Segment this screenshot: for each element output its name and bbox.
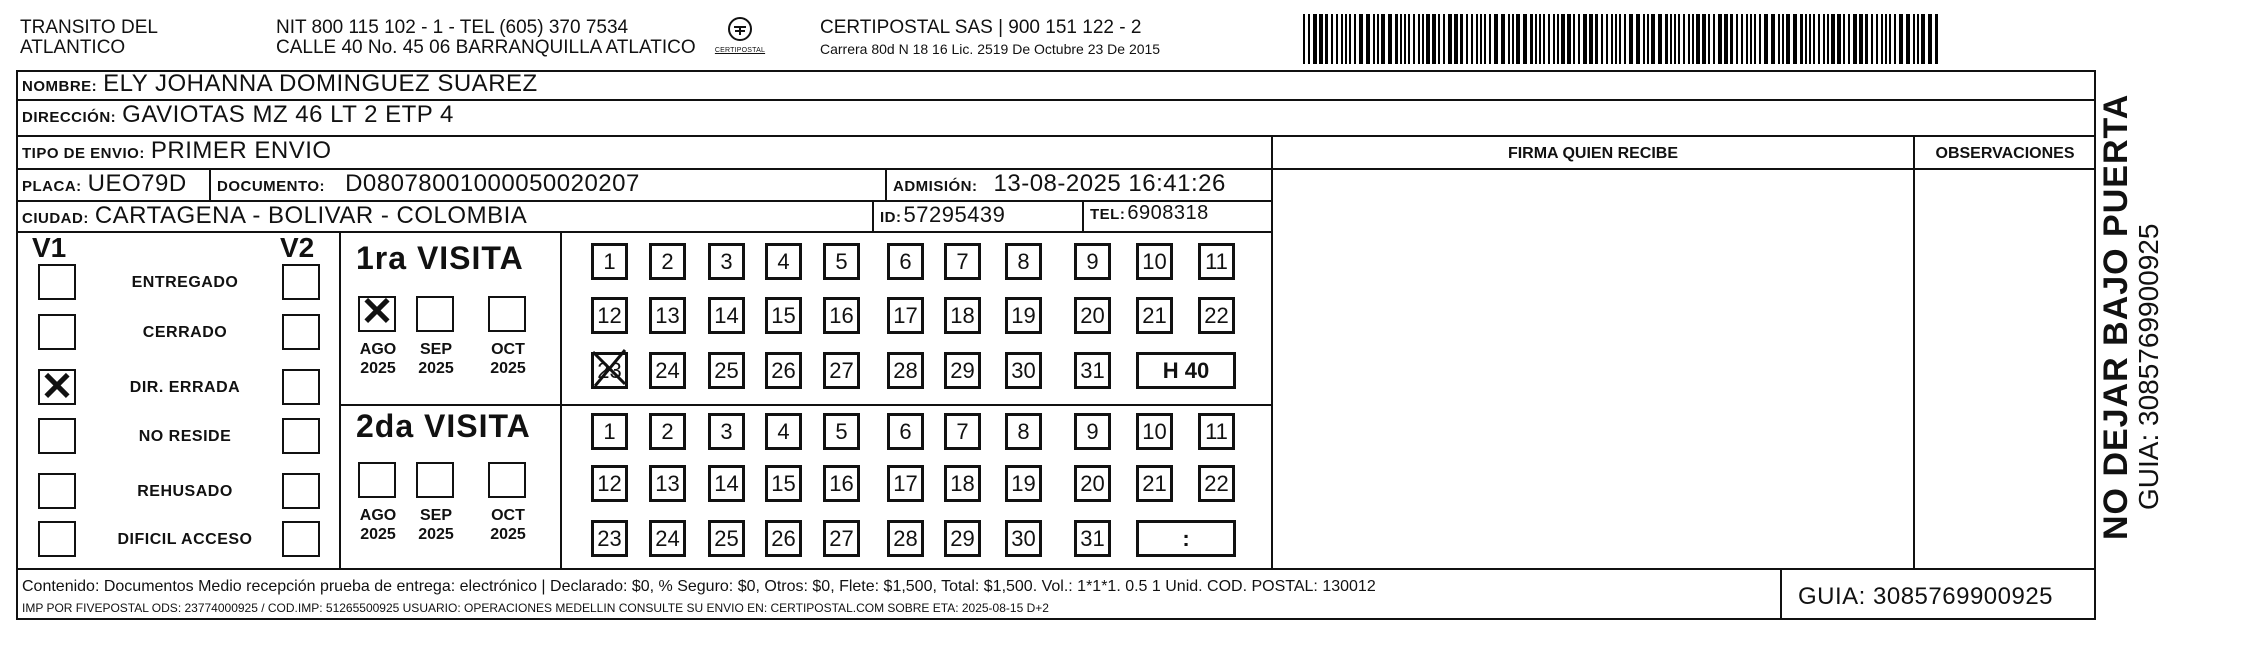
placa-value: UEO79D — [87, 170, 187, 197]
month-year: 2025 — [418, 360, 454, 377]
id-value: 57295439 — [903, 202, 1006, 227]
barcode-bar — [1508, 14, 1510, 64]
logo-text: CERTIPOSTAL — [714, 47, 766, 54]
barcode-bar — [1665, 14, 1668, 64]
day-box[interactable]: 29 — [944, 352, 981, 389]
barcode-bar — [1670, 14, 1672, 64]
barcode-bar — [1906, 14, 1910, 64]
barcode-bar — [1736, 14, 1738, 64]
barcode-bar — [1539, 14, 1541, 64]
day-box[interactable]: 17 — [887, 297, 924, 334]
day-box[interactable]: 1 — [591, 413, 628, 450]
barcode-bar — [1746, 14, 1748, 64]
side-guia: GUIA: 3085769900925 — [2133, 223, 2164, 510]
barcode-bar — [1438, 14, 1440, 64]
observaciones-area[interactable] — [1915, 170, 2095, 568]
barcode-bar — [1400, 14, 1402, 64]
barcode-bar — [1448, 14, 1452, 64]
carrier-line-1: CERTIPOSTAL SAS | 900 151 122 - 2 — [820, 17, 1142, 38]
barcode-bar — [1619, 14, 1621, 64]
month-year: 2025 — [490, 526, 526, 543]
month-name: AGO — [359, 341, 397, 358]
barcode-bar — [1894, 14, 1896, 64]
v1-checkbox[interactable] — [38, 473, 76, 509]
v2-checkbox[interactable] — [282, 521, 320, 557]
barcode-bar — [1404, 14, 1406, 64]
cross-mark-icon — [587, 346, 631, 390]
barcode-bar — [1871, 14, 1873, 64]
barcode-bar — [1917, 14, 1919, 64]
barcode-bar — [1336, 14, 1338, 64]
day-box[interactable]: 5 — [823, 243, 860, 280]
day-box[interactable]: 28 — [887, 352, 924, 389]
barcode-bar — [1624, 14, 1626, 64]
barcode-bar — [1759, 14, 1761, 64]
day-box[interactable]: 29 — [944, 520, 981, 557]
barcode-bar — [1354, 14, 1356, 64]
side-no-dejar: NO DEJAR BAJO PUERTA — [2097, 93, 2135, 540]
barcode-bar — [1366, 14, 1370, 64]
barcode-bar — [1413, 14, 1415, 64]
barcode-bar — [1724, 14, 1728, 64]
id-cell — [874, 202, 1084, 233]
barcode-bar — [1494, 14, 1498, 64]
check-mark-icon: ✕ — [40, 365, 74, 409]
barcode-bar — [1805, 14, 1807, 64]
barcode-bar — [1615, 14, 1617, 64]
month-name: OCT — [491, 341, 525, 358]
day-box[interactable]: 30 — [1005, 352, 1042, 389]
day-box[interactable]: 10 — [1136, 243, 1173, 280]
day-box[interactable]: 26 — [765, 520, 802, 557]
barcode-bar — [1750, 14, 1752, 64]
sender-line-2: ATLANTICO — [20, 37, 126, 58]
day-box[interactable]: 4 — [765, 413, 802, 450]
visita-2-title: 2da VISITA — [356, 408, 531, 444]
day-box[interactable]: 24 — [649, 520, 686, 557]
day-box[interactable]: 22 — [1198, 465, 1235, 502]
day-box[interactable]: 3 — [708, 243, 745, 280]
day-box[interactable]: 2 — [649, 413, 686, 450]
barcode-bar — [1426, 14, 1430, 64]
barcode-bar — [1557, 14, 1559, 64]
barcode-bar — [1373, 14, 1375, 64]
barcode-bar — [1647, 14, 1649, 64]
barcode-bar — [1651, 14, 1655, 64]
barcode-bar — [1921, 14, 1925, 64]
day-box[interactable]: 11 — [1198, 413, 1235, 450]
barcode-bar — [1395, 14, 1398, 64]
barcode-bar — [1567, 14, 1571, 64]
sender-name — [20, 18, 158, 58]
tipo-label: TIPO DE ENVIO: — [22, 145, 145, 162]
month-label — [408, 506, 464, 544]
day-box[interactable]: 1 — [591, 243, 628, 280]
barcode-bar — [1381, 14, 1385, 64]
barcode-bar — [1859, 14, 1863, 64]
barcode-bar — [1674, 14, 1676, 64]
day-box[interactable]: 6 — [887, 413, 924, 450]
month-name: OCT — [491, 507, 525, 524]
footer-imp: IMP POR FIVEPOSTAL ODS: 23774000925 / COD.IMP: 51265500925 USUARIO: OPERACIONES MEDELLIN CONSULTE SU ENVIO EN: CERTIPOSTAL.COM SOBRE ETA: 2025-08-15 D+2 — [22, 601, 1049, 615]
day-box[interactable]: 16 — [823, 465, 860, 502]
barcode-bar — [1388, 14, 1392, 64]
barcode-bar — [1696, 14, 1700, 64]
barcode-bar — [1601, 14, 1603, 64]
barcode-bar — [1454, 14, 1458, 64]
barcode-bar — [1516, 14, 1520, 64]
barcode-bar — [1422, 14, 1424, 64]
barcode-bar — [1837, 14, 1841, 64]
signature-area[interactable] — [1273, 170, 1913, 568]
day-box[interactable]: 23 — [591, 520, 628, 557]
v1-checkbox[interactable] — [38, 521, 76, 557]
check-mark-icon: ✕ — [360, 290, 394, 334]
barcode-bar — [1658, 14, 1662, 64]
barcode-bar — [1501, 14, 1505, 64]
time-box[interactable]: : — [1136, 520, 1236, 557]
barcode-image — [1303, 14, 1943, 64]
barcode-bar — [1484, 14, 1486, 64]
nombre-label: NOMBRE: — [22, 78, 98, 95]
reason-label: ENTREGADO — [131, 274, 239, 291]
barcode-bar — [1349, 14, 1351, 64]
day-box[interactable]: 27 — [823, 352, 860, 389]
barcode-bar — [1606, 14, 1608, 64]
v2-checkbox[interactable] — [282, 369, 320, 405]
direccion-row — [16, 101, 2096, 137]
barcode-bar — [1629, 14, 1633, 64]
v2-checkbox[interactable] — [282, 314, 320, 350]
ciudad-cell — [16, 202, 874, 233]
barcode-bar — [1460, 14, 1463, 64]
day-box[interactable]: 19 — [1005, 297, 1042, 334]
reason-label: DIR. ERRADA — [129, 379, 241, 396]
barcode-bar — [1899, 14, 1903, 64]
barcode-bar — [1683, 14, 1685, 64]
day-box[interactable]: 15 — [765, 465, 802, 502]
direccion-value: GAVIOTAS MZ 46 LT 2 ETP 4 — [122, 101, 454, 128]
day-box[interactable]: 20 — [1074, 297, 1111, 334]
barcode-bar — [1595, 14, 1598, 64]
barcode-bar — [1713, 14, 1715, 64]
admision-value: 13-08-2025 16:41:26 — [993, 170, 1226, 197]
barcode-bar — [1771, 14, 1775, 64]
barcode-bar — [1692, 14, 1694, 64]
barcode-bar — [1643, 14, 1645, 64]
barcode-bar — [1730, 14, 1733, 64]
divider-reasons — [339, 233, 341, 568]
day-box[interactable]: 12 — [591, 465, 628, 502]
month-year: 2025 — [490, 360, 526, 377]
barcode-bar — [1530, 14, 1533, 64]
nombre-row — [16, 70, 2096, 101]
day-box[interactable]: 16 — [823, 297, 860, 334]
month-checkbox[interactable] — [488, 462, 526, 498]
barcode-bar — [1313, 14, 1317, 64]
day-box[interactable]: 21 — [1136, 465, 1173, 502]
month-year: 2025 — [360, 360, 396, 377]
day-box[interactable]: 7 — [944, 243, 981, 280]
v1-checkbox[interactable] — [38, 418, 76, 454]
month-name: SEP — [419, 507, 452, 524]
carrier-line-2: Carrera 80d N 18 16 Lic. 2519 De Octubre 23 De 2015 — [820, 41, 1161, 57]
v2-label: V2 — [280, 232, 315, 263]
tel-value: 6908318 — [1127, 202, 1209, 224]
barcode-bar — [1865, 14, 1868, 64]
barcode-bar — [1889, 14, 1891, 64]
day-box[interactable]: 30 — [1005, 520, 1042, 557]
barcode-bar — [1636, 14, 1640, 64]
visita-1-title: 1ra VISITA — [356, 240, 524, 276]
month-name: SEP — [419, 341, 452, 358]
month-label — [480, 340, 536, 378]
barcode-bar — [1853, 14, 1857, 64]
address-line: CALLE 40 No. 45 06 BARRANQUILLA ATLATICO — [276, 37, 696, 58]
day-box[interactable]: 21 — [1136, 297, 1173, 334]
barcode-bar — [1708, 14, 1710, 64]
barcode-bar — [1471, 14, 1473, 64]
tel-cell — [1084, 202, 1271, 233]
admision-cell — [887, 170, 1271, 202]
day-box[interactable]: 4 — [765, 243, 802, 280]
v1-checkbox[interactable] — [38, 264, 76, 300]
sender-details — [276, 18, 696, 58]
day-box[interactable]: 11 — [1198, 243, 1235, 280]
divider-footer — [16, 568, 2096, 570]
barcode-bar — [1786, 14, 1790, 64]
footer-contenido: Contenido: Documentos Medio recepción prueba de entrega: electrónico | Declarado: $0, % Seguro: $0, Otros: $0, Flete: $1,500, Total: $1,500. Vol.: 1*1*1. 0.5 1 Unid. COD. POSTAL: 130012 — [22, 578, 1376, 595]
day-box[interactable]: 31 — [1074, 352, 1111, 389]
day-box[interactable]: 10 — [1136, 413, 1173, 450]
barcode-bar — [1831, 14, 1835, 64]
barcode-bar — [1561, 14, 1565, 64]
time-box[interactable]: H 40 — [1136, 352, 1236, 389]
barcode-bar — [1345, 14, 1347, 64]
day-box[interactable]: 22 — [1198, 297, 1235, 334]
day-box[interactable]: 13 — [649, 465, 686, 502]
barcode-bar — [1408, 14, 1410, 64]
day-box[interactable]: 6 — [887, 243, 924, 280]
firma-label: FIRMA QUIEN RECIBE — [1507, 145, 1679, 162]
placa-cell — [16, 170, 211, 202]
documento-value: D08078001000050020207 — [345, 170, 640, 197]
v2-checkbox[interactable] — [282, 418, 320, 454]
day-box[interactable]: 20 — [1074, 465, 1111, 502]
barcode-bar — [1573, 14, 1575, 64]
month-label — [350, 340, 406, 378]
barcode-bar — [1678, 14, 1680, 64]
barcode-bar — [1718, 14, 1722, 64]
month-label — [350, 506, 406, 544]
barcode-bar — [1535, 14, 1537, 64]
barcode-bar — [1319, 14, 1323, 64]
observaciones-label: OBSERVACIONES — [1935, 145, 2075, 162]
barcode-bar — [1578, 14, 1580, 64]
barcode-bar — [1754, 14, 1756, 64]
day-box[interactable]: 5 — [823, 413, 860, 450]
tipo-row — [16, 137, 1271, 170]
barcode-bar — [1823, 14, 1825, 64]
documento-label: DOCUMENTO: — [217, 178, 326, 195]
barcode-bar — [1543, 14, 1545, 64]
barcode-bar — [1308, 14, 1310, 64]
v1-checkbox[interactable] — [38, 314, 76, 350]
day-box[interactable]: 31 — [1074, 520, 1111, 557]
barcode-bar — [1843, 14, 1845, 64]
certipostal-logo — [714, 16, 766, 54]
day-box[interactable]: 13 — [649, 297, 686, 334]
day-box[interactable]: 14 — [708, 297, 745, 334]
month-checkbox[interactable] — [416, 462, 454, 498]
day-box[interactable]: 25 — [708, 352, 745, 389]
sender-line-1: TRANSITO DEL — [20, 17, 158, 38]
barcode-bar — [1512, 14, 1514, 64]
month-label — [408, 340, 464, 378]
day-box[interactable]: 7 — [944, 413, 981, 450]
divider-months — [560, 233, 562, 568]
day-box[interactable]: 28 — [887, 520, 924, 557]
admision-label: ADMISIÓN: — [893, 178, 978, 195]
barcode-bar — [1377, 14, 1379, 64]
reason-label: REHUSADO — [137, 483, 233, 500]
day-box[interactable]: 15 — [765, 297, 802, 334]
reason-label: NO RESIDE — [138, 428, 232, 445]
barcode-bar — [1885, 14, 1887, 64]
v2-checkbox[interactable] — [282, 264, 320, 300]
month-year: 2025 — [418, 526, 454, 543]
day-box[interactable]: 27 — [823, 520, 860, 557]
barcode-bar — [1809, 14, 1811, 64]
direccion-label: DIRECCIÓN: — [22, 109, 117, 126]
side-notice — [2098, 94, 2164, 620]
barcode-bar — [1325, 14, 1328, 64]
barcode-bar — [1876, 14, 1878, 64]
carrier-details — [820, 18, 1160, 57]
day-box[interactable]: 24 — [649, 352, 686, 389]
tipo-value: PRIMER ENVIO — [150, 137, 332, 164]
ciudad-value: CARTAGENA - BOLIVAR - COLOMBIA — [94, 202, 528, 229]
month-name: AGO — [359, 507, 397, 524]
barcode-bar — [1764, 14, 1768, 64]
barcode-bar — [1782, 14, 1784, 64]
barcode-bar — [1702, 14, 1706, 64]
barcode-bar — [1331, 14, 1333, 64]
ciudad-label: CIUDAD: — [22, 210, 89, 227]
reason-label: CERRADO — [142, 324, 228, 341]
barcode-bar — [1848, 14, 1850, 64]
barcode-bar — [1827, 14, 1829, 64]
month-checkbox[interactable] — [488, 296, 526, 332]
day-box[interactable]: 19 — [1005, 465, 1042, 502]
day-box[interactable]: 12 — [591, 297, 628, 334]
nit-line: NIT 800 115 102 - 1 - TEL (605) 370 7534 — [276, 17, 629, 38]
barcode-bar — [1341, 14, 1343, 64]
barcode-bar — [1778, 14, 1780, 64]
barcode-bar — [1589, 14, 1593, 64]
barcode-bar — [1418, 14, 1420, 64]
barcode-bar — [1359, 14, 1363, 64]
day-box[interactable]: 18 — [944, 297, 981, 334]
day-box[interactable]: 3 — [708, 413, 745, 450]
barcode-bar — [1432, 14, 1436, 64]
barcode-bar — [1913, 14, 1915, 64]
v1-label: V1 — [32, 232, 67, 263]
barcode-bar — [1881, 14, 1883, 64]
barcode-bar — [1303, 14, 1305, 64]
barcode-bar — [1800, 14, 1803, 64]
day-box[interactable]: 8 — [1005, 413, 1042, 450]
barcode-bar — [1793, 14, 1797, 64]
barcode-bar — [1741, 14, 1743, 64]
barcode-bar — [1466, 14, 1468, 64]
barcode-bar — [1611, 14, 1613, 64]
day-box[interactable]: 8 — [1005, 243, 1042, 280]
v2-checkbox[interactable] — [282, 473, 320, 509]
day-box[interactable]: 2 — [649, 243, 686, 280]
barcode-bar — [1476, 14, 1478, 64]
barcode-bar — [1523, 14, 1527, 64]
barcode-bar — [1935, 14, 1938, 64]
barcode-bar — [1583, 14, 1587, 64]
nombre-value: ELY JOHANNA DOMINGUEZ SUAREZ — [103, 70, 538, 97]
reason-label: DIFICIL ACCESO — [117, 531, 253, 548]
divider-visits — [341, 404, 1273, 406]
barcode-bar — [1443, 14, 1445, 64]
v1-checkbox[interactable] — [38, 365, 76, 409]
month-year: 2025 — [360, 526, 396, 543]
day-box[interactable]: 25 — [708, 520, 745, 557]
day-box[interactable]: 26 — [765, 352, 802, 389]
barcode-bar — [1688, 14, 1690, 64]
barcode — [1303, 14, 1943, 64]
month-checkbox[interactable] — [416, 296, 454, 332]
logo-icon — [725, 16, 755, 42]
barcode-bar — [1480, 14, 1482, 64]
barcode-bar — [1818, 14, 1820, 64]
day-box[interactable]: 9 — [1074, 413, 1111, 450]
day-box[interactable]: 18 — [944, 465, 981, 502]
barcode-bar — [1928, 14, 1932, 64]
divider-guia — [1780, 570, 1782, 620]
barcode-bar — [1489, 14, 1491, 64]
day-box[interactable]: 17 — [887, 465, 924, 502]
month-checkbox[interactable] — [358, 290, 396, 334]
id-label: ID: — [880, 209, 902, 226]
barcode-bar — [1813, 14, 1815, 64]
placa-label: PLACA: — [22, 178, 82, 195]
footer-guia: GUIA: 3085769900925 — [1798, 583, 2054, 610]
month-checkbox[interactable] — [358, 462, 396, 498]
day-box[interactable]: 9 — [1074, 243, 1111, 280]
day-box[interactable]: 14 — [708, 465, 745, 502]
documento-cell — [211, 170, 887, 202]
day-box[interactable]: 23 — [591, 352, 628, 389]
barcode-bar — [1553, 14, 1555, 64]
barcode-bar — [1548, 14, 1550, 64]
tel-label: TEL: — [1090, 206, 1126, 223]
month-label — [480, 506, 536, 544]
